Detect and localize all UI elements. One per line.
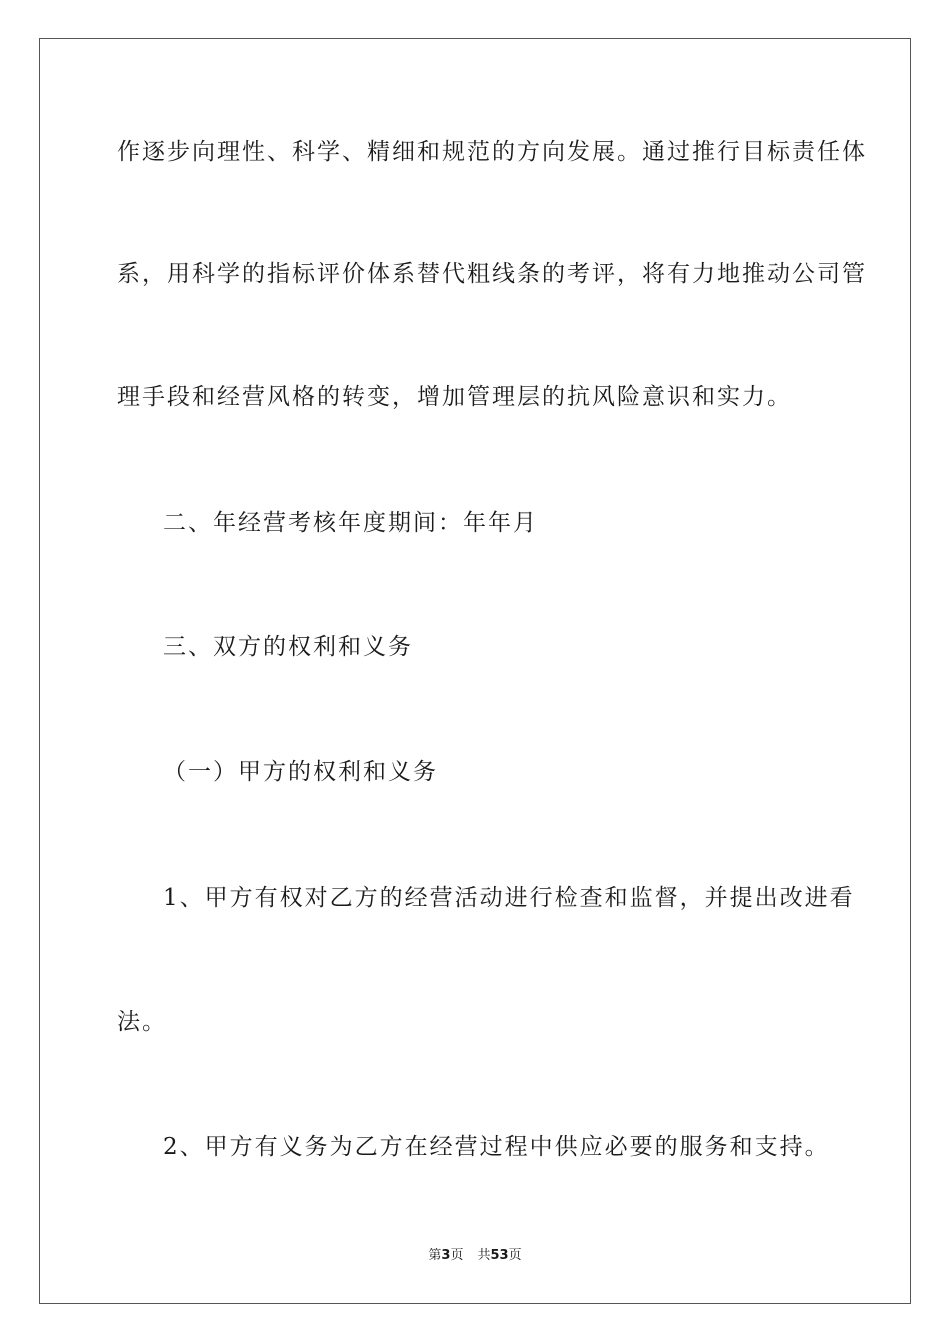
section-heading-rights: 三、双方的权利和义务 <box>163 634 413 660</box>
clause-2: 2、甲方有义务为乙方在经营过程中供应必要的服务和支持。 <box>163 1134 830 1160</box>
footer-total-pages: 53 <box>490 1248 509 1263</box>
subsection-heading-party-a: （一）甲方的权利和义务 <box>163 759 438 785</box>
clause-1-line-2: 法。 <box>117 1009 167 1035</box>
section-heading-period: 二、年经营考核年度期间：年年月 <box>163 510 538 536</box>
page-border <box>39 38 911 1304</box>
page-footer <box>0 1247 950 1265</box>
clause-1-line-1: 1、甲方有权对乙方的经营活动进行检查和监督，并提出改进看 <box>163 885 855 911</box>
footer-total-prefix: 共 <box>477 1248 491 1263</box>
body-text-line-2: 系，用科学的指标评价体系替代粗线条的考评，将有力地推动公司管 <box>117 261 867 287</box>
footer-page-prefix: 第 <box>428 1248 442 1263</box>
footer-total-suffix: 页 <box>508 1248 522 1263</box>
body-text-line-3: 理手段和经营风格的转变，增加管理层的抗风险意识和实力。 <box>117 384 792 410</box>
body-text-line-1: 作逐步向理性、科学、精细和规范的方向发展。通过推行目标责任体 <box>117 139 867 165</box>
footer-page-number: 3 <box>441 1248 451 1263</box>
footer-page-suffix: 页 <box>450 1248 464 1263</box>
